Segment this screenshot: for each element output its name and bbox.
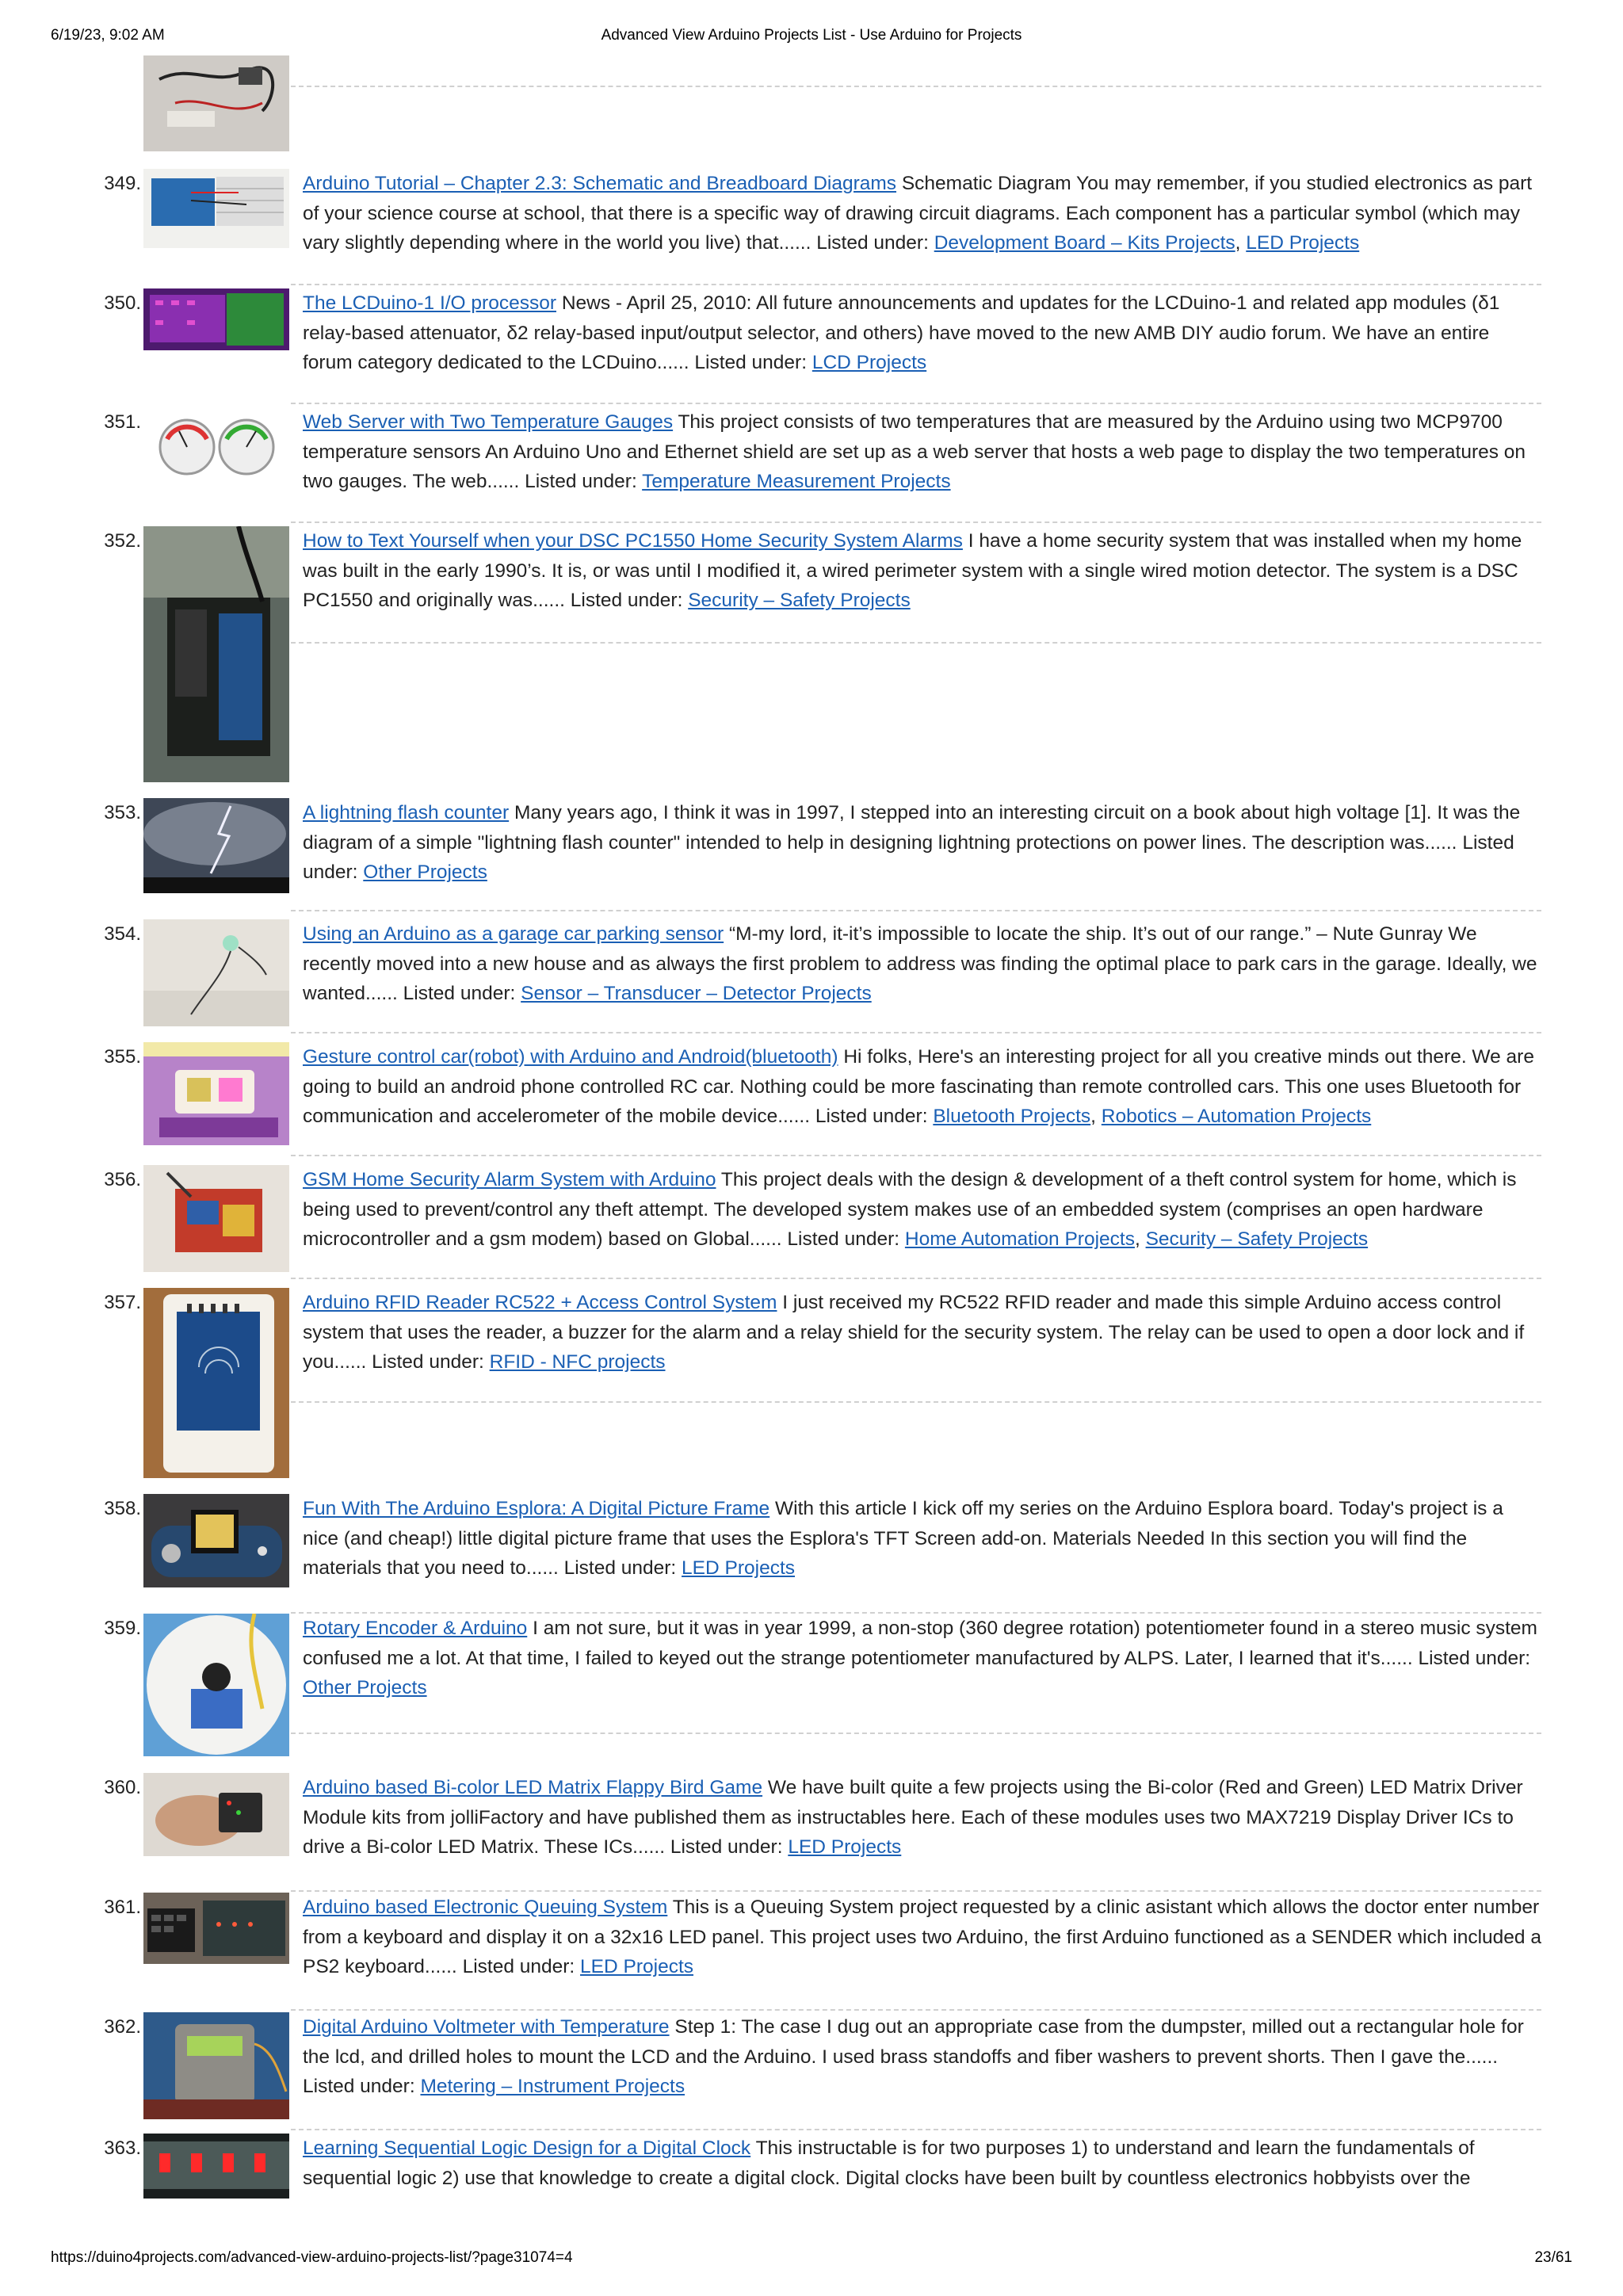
separator (291, 86, 1541, 87)
category-link[interactable]: LED Projects (788, 1836, 902, 1858)
separator (291, 284, 1541, 285)
category-link[interactable]: Bluetooth Projects (933, 1106, 1091, 1127)
item-number: 362. (104, 2016, 141, 2038)
separator (291, 1401, 1541, 1403)
item-number: 354. (104, 923, 141, 945)
item-description: News - April 25, 2010: All future announcements and updates for the LCDuino-1 and related app modules (δ1 relay-based attenuator, δ2 relay-based input/output selector, and others) have moved to the new AMB DIY audio forum. We have an entire forum category dedicated to the LCDuino...... (303, 292, 1500, 373)
item-text (303, 407, 1544, 497)
category-link[interactable]: Development Board – Kits Projects (934, 232, 1235, 254)
listed-under-label: Listed under: (1418, 1647, 1531, 1669)
print-header (0, 27, 1623, 48)
category-link[interactable]: Robotics – Automation Projects (1101, 1106, 1372, 1127)
item-text (303, 1494, 1544, 1584)
item-number: 357. (104, 1292, 141, 1313)
item-description: “M-my lord, it-it’s impossible to locate the ship. It’s out of our range.” – Nute Gunray We recently moved into a new house and as always the first problem to address was finding the optimal place to park cars in the garage. Ideally, we wanted...... (303, 923, 1537, 1004)
item-description: This project deals with the design & development of a theft control system for home, which is being used to prevent/control any theft attempt. The developed system makes use of an embedded system (comprises an open hardware microcontroller and a gsm modem) based on Global...... (303, 1169, 1517, 1250)
item-title-link[interactable]: Gesture control car(robot) with Arduino and Android(bluetooth) (303, 1046, 838, 1068)
page-url: https://duino4projects.com/advanced-view-arduino-projects-list/?page31074=4 (51, 2249, 573, 2266)
page-title: Advanced View Arduino Projects List - Use Arduino for Projects (601, 27, 1022, 44)
item-title-link[interactable]: How to Text Yourself when your DSC PC1550 Home Security System Alarms (303, 530, 963, 552)
item-thumbnail[interactable] (143, 407, 289, 487)
category-link[interactable]: RFID - NFC projects (489, 1351, 666, 1373)
item-number: 350. (104, 292, 141, 314)
item-thumbnail[interactable] (143, 169, 289, 248)
separator (291, 642, 1541, 644)
item-description: Schematic Diagram You may remember, if you studied electronics as part of your science course at school, that there is a specific way of drawing circuit diagrams. Each component has a particular symbol (which may vary slightly depending where in the world you live) that...... (303, 173, 1533, 254)
listed-under-label: Listed under: (462, 1956, 575, 1977)
item-title-link[interactable]: Learning Sequential Logic Design for a Digital Clock (303, 2137, 751, 2159)
item-thumbnail[interactable] (143, 1042, 289, 1145)
item-text: Arduino Tutorial – Chapter 2.3: Schematic and Breadboard Diagrams Schematic Diagram You may remember, if you studied electronics as part of your science course at school, that there is a specific way of drawing circuit diagrams. Each component has a particular symbol (which may vary slightly depending where in the world you live) that...... Listed under: Development Board – Kits Projects, LED Projects (303, 173, 1533, 254)
item-description: This instructable is for two purposes 1) to understand and learn the fundamentals of sequential logic 2) use that knowledge to create a digital clock. Digital clocks have been built by countless electronics hobbyists over the (303, 2137, 1475, 2189)
item-thumbnail[interactable] (143, 1773, 289, 1856)
item-text (303, 1614, 1544, 1703)
item-text (303, 1773, 1544, 1862)
item-number: 353. (104, 802, 141, 823)
listed-under-label: Listed under: (815, 1106, 928, 1127)
item-description: We have built quite a few projects using the Bi-color (Red and Green) LED Matrix Driver Module kits from jolliFactory and have published them as instructables here. Each of these modules uses two MAX7219 Display Driver ICs to drive a Bi-color LED Matrix. These ICs...... (303, 1777, 1523, 1858)
item-description: I just received my RC522 RFID reader and made this simple Arduino access control system that uses the reader, a buzzer for the alarm and a relay shield for the security system. The relay can be used to open a door lock and if you...... (303, 1292, 1525, 1373)
item-thumbnail[interactable] (143, 526, 289, 782)
thumbnail-previous-item[interactable] (143, 55, 289, 151)
item-text (303, 1288, 1544, 1377)
item-number: 363. (104, 2137, 141, 2159)
item-thumbnail[interactable] (143, 1288, 289, 1478)
item-thumbnail[interactable] (143, 2134, 289, 2199)
item-description: With this article I kick off my series on the Arduino Esplora board. Today's project is a nice (and cheap!) little digital picture frame that uses the Esplora's TFT Screen add-on. Materials Needed In this section you will find the materials that you need to...... (303, 1498, 1503, 1579)
item-number: 361. (104, 1897, 141, 1918)
item-title-link[interactable]: Digital Arduino Voltmeter with Temperature (303, 2016, 670, 2038)
listed-under-label: Listed under: (525, 471, 637, 492)
separator (291, 2009, 1541, 2011)
category-link[interactable]: LED Projects (682, 1557, 796, 1579)
category-link[interactable]: Other Projects (363, 861, 487, 883)
category-link[interactable]: Other Projects (303, 1677, 427, 1698)
item-number: 352. (104, 530, 141, 552)
separator (291, 1733, 1541, 1734)
item-thumbnail[interactable] (143, 2012, 289, 2119)
item-title-link[interactable]: Arduino based Electronic Queuing System (303, 1897, 668, 1918)
item-title-link[interactable]: The LCDuino-1 I/O processor (303, 292, 556, 314)
listed-under-label: Listed under: (563, 1557, 677, 1579)
item-text (303, 526, 1544, 616)
item-title-link[interactable]: Rotary Encoder & Arduino (303, 1618, 528, 1639)
item-text (303, 2134, 1544, 2194)
item-text: GSM Home Security Alarm System with Arduino This project deals with the design & development of a theft control system for home, which is being used to prevent/control any theft attempt. The developed system makes use of an embedded system (comprises an open hardware microcontroller and a gsm modem) based on Global...... Listed under: Home Automation Projects, Security – Safety Projects (303, 1169, 1517, 1250)
category-link[interactable]: LED Projects (1246, 232, 1360, 254)
item-title-link[interactable]: Arduino based Bi-color LED Matrix Flappy Bird Game (303, 1777, 763, 1798)
item-number: 351. (104, 411, 141, 433)
category-link[interactable]: Security – Safety Projects (688, 590, 911, 611)
item-title-link[interactable]: Fun With The Arduino Esplora: A Digital Picture Frame (303, 1498, 770, 1519)
print-datetime: 6/19/23, 9:02 AM (51, 27, 165, 44)
item-text (303, 288, 1544, 378)
item-text (303, 1893, 1544, 1982)
listed-under-label: Listed under: (403, 983, 516, 1004)
listed-under-label: Listed under: (694, 352, 808, 373)
item-title-link[interactable]: Web Server with Two Temperature Gauges (303, 411, 674, 433)
listed-under-label: Listed under: (303, 2076, 415, 2097)
item-text (303, 2012, 1544, 2102)
category-link[interactable]: Home Automation Projects (904, 1228, 1135, 1250)
print-footer (0, 2249, 1623, 2270)
item-description: Many years ago, I think it was in 1997, I stepped into an interesting circuit on a book about high voltage [1]. It was the diagram of a simple "lightning flash counter" intended to help in designing lightning protections on power lines. The description was...... (303, 802, 1521, 854)
item-number: 360. (104, 1777, 141, 1798)
item-description: I have a home security system that was installed when my home was built in the early 1990’s. It is, or was until I modified it, a wired perimeter system with a single wired motion detector. The system is a DSC PC1550 and originally was...... (303, 530, 1522, 611)
category-link[interactable]: LED Projects (580, 1956, 693, 1977)
listed-under-label: Listed under: (816, 232, 929, 254)
item-number: 358. (104, 1498, 141, 1519)
item-thumbnail[interactable] (143, 288, 289, 350)
item-text (303, 919, 1544, 1009)
separator (291, 1278, 1541, 1279)
item-text (303, 798, 1544, 888)
item-number: 356. (104, 1169, 141, 1190)
item-thumbnail[interactable] (143, 798, 289, 893)
item-title-link[interactable]: Arduino RFID Reader RC522 + Access Control System (303, 1292, 777, 1313)
category-link[interactable]: Sensor – Transducer – Detector Projects (521, 983, 872, 1004)
separator (291, 910, 1541, 911)
page-number: 23/61 (1534, 2249, 1572, 2266)
category-link[interactable]: Security – Safety Projects (1145, 1228, 1369, 1250)
item-description: I am not sure, but it was in year 1999, a non-stop (360 degree rotation) potentiometer found in a stereo music system confused me a lot. At that time, I failed to keyed out the strange potentiometer manufactured by ALPS. Later, I learned that it's...... (303, 1618, 1537, 1669)
item-description: Hi folks, Here's an interesting project for all you creative minds out there. We are going to build an android phone controlled RC car. Nothing could be more fascinating than remote controlled cars. This one uses Bluetooth for communication and accelerometer of the mobile device...... (303, 1046, 1534, 1127)
separator (291, 1155, 1541, 1156)
category-link[interactable]: Metering – Instrument Projects (420, 2076, 685, 2097)
separator (291, 1032, 1541, 1033)
category-link[interactable]: Temperature Measurement Projects (642, 471, 951, 492)
listed-under-label: Listed under: (372, 1351, 484, 1373)
item-title-link[interactable]: Using an Arduino as a garage car parking sensor (303, 923, 724, 945)
listed-under-label: Listed under: (303, 831, 1514, 883)
item-description: Step 1: The case I dug out an appropriate case from the dumpster, milled out a rectangular hole for the lcd, and drilled holes to mount the LCD and the Arduino. I used brass standoffs and fiber washers to prevent shorts. Then I gave the...... (303, 2016, 1524, 2068)
item-thumbnail[interactable] (143, 1165, 289, 1272)
item-title-link[interactable]: Arduino Tutorial – Chapter 2.3: Schematic and Breadboard Diagrams (303, 173, 897, 194)
item-text: Gesture control car(robot) with Arduino and Android(bluetooth) Hi folks, Here's an interesting project for all you creative minds out there. We are going to build an android phone controlled RC car. Nothing could be more fascinating than remote controlled cars. This one uses Bluetooth for communication and accelerometer of the mobile device...... Listed under: Bluetooth Projects, Robotics – Automation Projects (303, 1046, 1534, 1127)
category-link[interactable]: LCD Projects (812, 352, 927, 373)
separator (291, 521, 1541, 523)
listed-under-label: Listed under: (787, 1228, 900, 1250)
item-number: 349. (104, 173, 141, 194)
item-title-link[interactable]: A lightning flash counter (303, 802, 510, 823)
item-description: This project consists of two temperatures that are measured by the Arduino using two MCP9700 temperature sensors An Arduino Uno and Ethernet shield are set up as a web server that hosts a web page to display the two temperatures on two gauges. The web...... (303, 411, 1526, 492)
item-title-link[interactable]: GSM Home Security Alarm System with Arduino (303, 1169, 716, 1190)
item-number: 359. (104, 1618, 141, 1639)
item-thumbnail[interactable] (143, 1893, 289, 1964)
item-thumbnail[interactable] (143, 1614, 289, 1756)
listed-under-label: Listed under: (570, 590, 683, 611)
item-number: 355. (104, 1046, 141, 1068)
item-description: This is a Queuing System project requested by a clinic asistant which allows the doctor enter number from a keyboard and display it on a 32x16 LED panel. This project uses two Arduino, the first Arduino functioned as a SENDER which included a PS2 keyboard...... (303, 1897, 1541, 1977)
separator (291, 403, 1541, 404)
separator (291, 1890, 1541, 1892)
listed-under-label: Listed under: (670, 1836, 783, 1858)
separator (291, 2129, 1541, 2130)
item-thumbnail[interactable] (143, 1494, 289, 1587)
item-thumbnail[interactable] (143, 919, 289, 1026)
